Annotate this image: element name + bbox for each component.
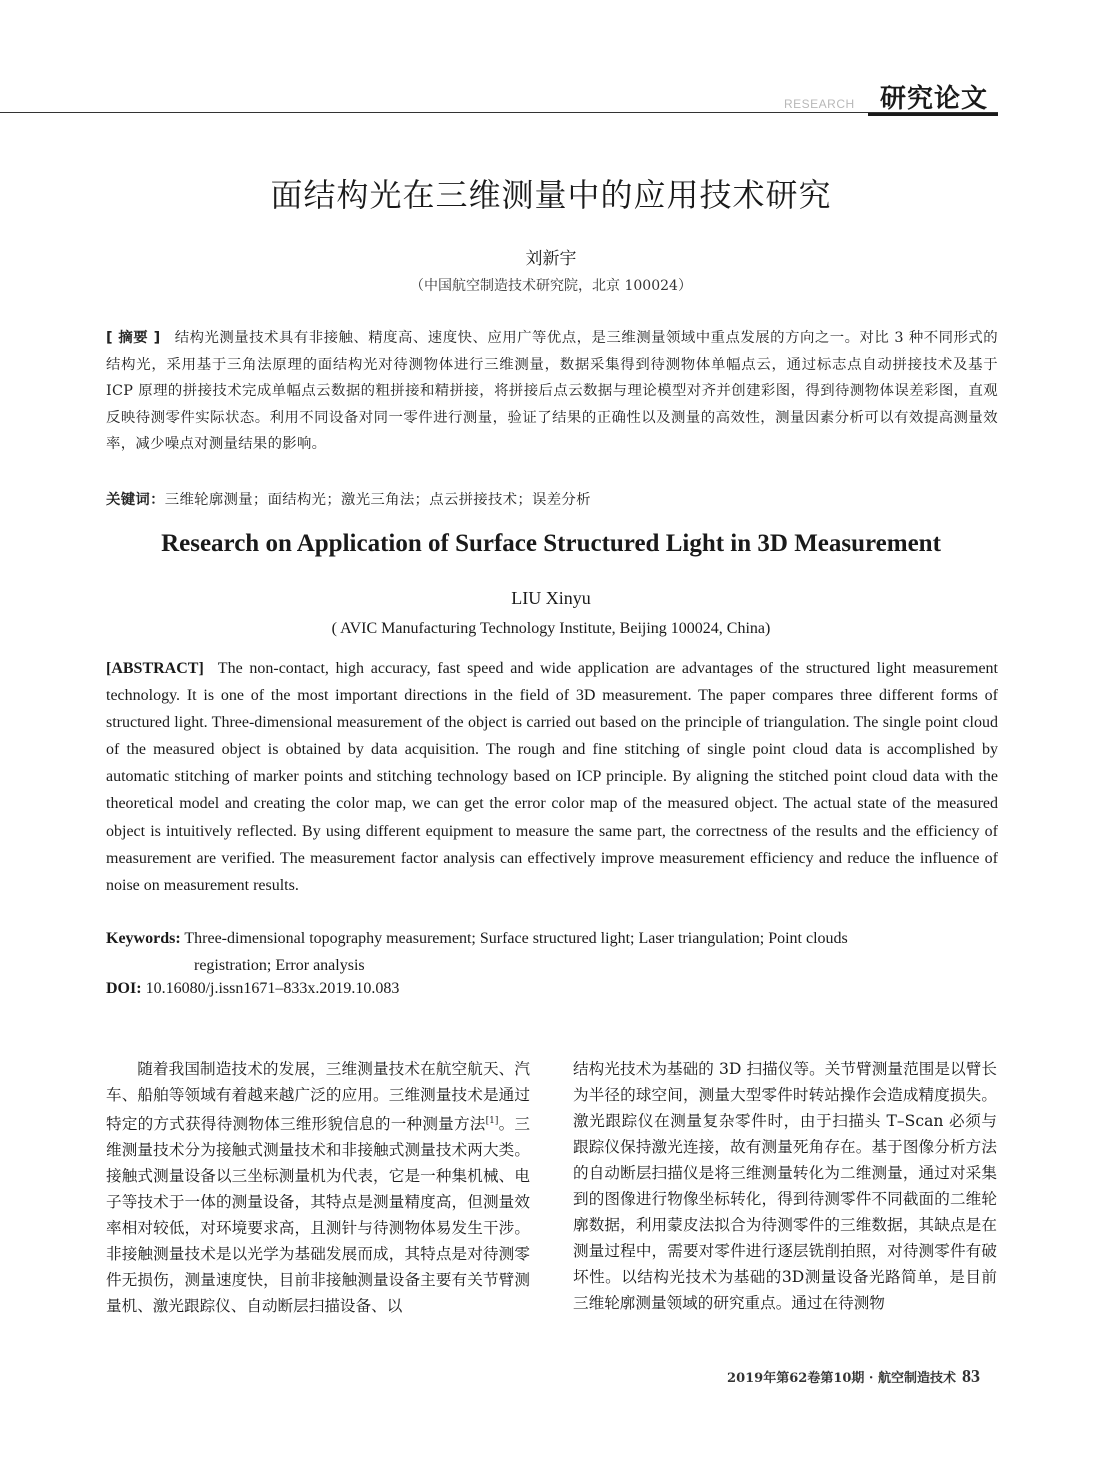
citation-ref: [1] (485, 1116, 499, 1126)
section-label-en: RESEARCH (784, 97, 855, 111)
abstract-label-en: [ABSTRACT] (106, 660, 204, 677)
author-cn: 刘新宇 (525, 249, 577, 269)
abstract-text-cn: 结构光测量技术具有非接触、精度高、速度快、应用广等优点，是三维测量领域中重点发展的方向之一。对比 3 种不同形式的结构光，采用基于三角法原理的面结构光对待测物体进行三维测量，数据采集得到待测物体单幅点云，通过标志点自动拼接技术及基于 ICP 原理的拼接技术完成单幅点云数据的粗拼接和精拼接，将拼接后点云数据与理论模型对齐并创建彩图，得到待测物体误差彩图，直观反映待测零件实际状态。利用不同设备对同一零件进行测量，验证了结果的正确性以及测量的高效性，测量因素分析可以有效提高测量效率，减少噪点对测量结果的影响。 (106, 330, 998, 452)
keywords-label-cn: 关键词： (106, 492, 165, 508)
keywords-text-cn: 三维轮廓测量；面结构光；激光三角法；点云拼接技术；误差分析 (164, 492, 591, 508)
body-column-left (106, 1056, 530, 1319)
keywords-en (106, 925, 998, 979)
doi-label: DOI: (106, 980, 142, 997)
footer-journal: 2019年第62卷第10期 · 航空制造技术 (727, 1371, 956, 1386)
doi (106, 980, 399, 998)
page-footer (727, 1366, 980, 1387)
affiliation-en: ( AVIC Manufacturing Technology Institute, Beijing 100024, China) (331, 620, 771, 637)
body-left-part1: 随着我国制造技术的发展，三维测量技术在航空航天、汽车、船舶等领域有着越来越广泛的应用。三维测量技术是通过特定的方式获得待测物体三维形貌信息的一种测量方法 (106, 1060, 530, 1134)
body-left-part2: 。三维测量技术分为接触式测量技术和非接触式测量技术两大类。接触式测量设备以三坐标测量机为代表，它是一种集机械、电子等技术于一体的测量设备，其特点是测量精度高，但测量效率相对较低，对环境要求高，且测针与待测物体易发生干涉。非接触测量技术是以光学为基础发展而成，其特点是对待测零件无损伤，测量速度快，目前非接触测量设备主要有关节臂测量机、激光跟踪仪、自动断层扫描设备、以 (106, 1115, 530, 1316)
abstract-text-en: The non-contact, high accuracy, fast speed and wide application are advantages of the structured light measurement technology. It is one of the most important directions in the field of 3D measurement. The paper compares three different forms of structured light. Three-dimensional measurement of the object is carried out based on the principle of triangulation. The single point cloud of the measured object is obtained by data acquisition. The rough and fine stitching of single point cloud data is accomplished by automatic stitching of marker points and stitching technology based on ICP principle. By aligning the stitched point cloud data with the theoretical model and creating the color map, we can get the error color map of the measured object. The actual state of the measured object is intuitively reflected. By using different equipment to measure the same part, the correctness of the results and the efficiency of measurement are verified. The measurement factor analysis can effectively improve measurement efficiency and reduce the influence of noise on measurement results. (106, 660, 998, 894)
affiliation-cn: （中国航空制造技术研究院，北京 100024） (410, 278, 692, 294)
paper-title-en: Research on Application of Surface Structured Light in 3D Measurement (161, 530, 941, 557)
body-column-right: 结构光技术为基础的 3D 扫描仪等。关节臂测量范围是以臂长为半径的球空间，测量大型零件时转站操作会造成精度损失。激光跟踪仪在测量复杂零件时，由于扫描头 T–Scan 必须与跟踪仪保持激光连接，故有测量死角存在。基于图像分析方法的自动断层扫描仪是将三维测量转化为二维测量，通过对采集到的图像进行物像坐标转化，得到待测零件不同截面的二维轮廓数据，利用蒙皮法拟合为待测零件的三维数据，其缺点是在测量过程中，需要对零件进行逐层铣削拍照，对待测零件有破坏性。以结构光技术为基础的3D测量设备光路简单，是目前三维轮廓测量领域的研究重点。通过在待测物 (573, 1060, 997, 1312)
keywords-cn (106, 487, 998, 513)
header-rule (0, 112, 998, 113)
paper-title-cn: 面结构光在三维测量中的应用技术研究 (270, 176, 832, 214)
author-en: LIU Xinyu (511, 588, 591, 608)
abstract-label-cn: [ 摘要 ] (106, 330, 161, 346)
keywords-text-en-line1: Three-dimensional topography measurement; Surface structured light; Laser triangulation; Point clouds (184, 930, 848, 947)
page-number: 83 (962, 1366, 980, 1386)
keywords-text-en-line2: registration; Error analysis (194, 957, 365, 974)
section-label-cn: 研究论文 (880, 84, 989, 114)
keywords-label-en: Keywords: (106, 930, 181, 947)
doi-value: 10.16080/j.issn1671–833x.2019.10.083 (145, 980, 400, 997)
abstract-en (106, 655, 998, 899)
abstract-cn (106, 325, 998, 458)
